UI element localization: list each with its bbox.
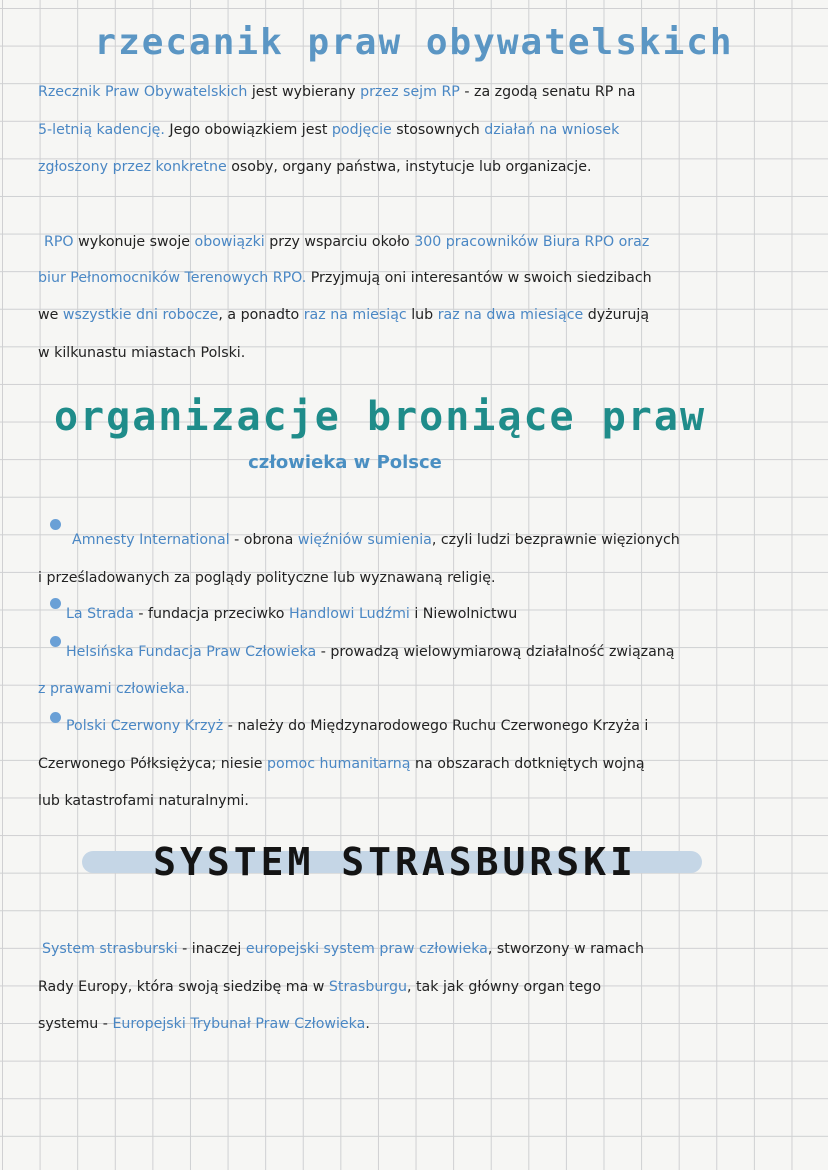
text-segment: we: [38, 307, 63, 323]
highlighted-term: Amnesty International: [72, 532, 230, 548]
org-item-redcross-line: [38, 754, 645, 774]
org-item-lastrada-line: [66, 604, 517, 624]
highlighted-term: zgłoszony przez konkretne: [38, 159, 227, 175]
highlighted-term: pomoc humanitarną: [267, 756, 411, 772]
text-segment: dyżurują: [583, 307, 650, 323]
org-item-redcross-line: [38, 791, 249, 811]
bullet-dot-icon: [50, 598, 61, 609]
section-title-organizations: organizacje broniące praw: [53, 394, 707, 440]
org-item-helsinki-line: [66, 642, 675, 662]
text-segment: Przyjmują oni interesantów w swoich siedzibach: [306, 270, 652, 286]
org-item-amnesty-line: [72, 530, 680, 550]
text-segment: - fundacja przeciwko: [133, 606, 289, 622]
text-segment: Rady Europy, która swoją siedzibę ma w: [38, 979, 329, 995]
bullet-dot-icon: [50, 712, 61, 723]
rpo-paragraph-2-line: [38, 305, 649, 325]
text-segment: i Niewolnictwu: [409, 606, 518, 622]
text-segment: Jego obowiązkiem jest: [164, 122, 332, 138]
highlighted-term: Helsińska Fundacja Praw Człowieka: [66, 644, 317, 660]
highlighted-term: System strasburski: [42, 941, 178, 957]
strasbourg-paragraph-line: [42, 939, 644, 959]
text-segment: , tak jak główny organ tego: [406, 979, 601, 995]
text-segment: jest wybierany: [247, 84, 361, 100]
text-segment: - należy do Międzynarodowego Ruchu Czerwonego Krzyża i: [223, 718, 649, 734]
highlighted-term: europejski system praw człowieka: [245, 941, 488, 957]
highlighted-term: obowiązki: [194, 234, 265, 250]
highlighted-term: Europejski Trybunał Praw Człowieka: [112, 1016, 366, 1032]
rpo-paragraph-1-line: [38, 157, 591, 177]
rpo-paragraph-1-line: [38, 82, 635, 102]
text-segment: , a ponadto: [218, 307, 304, 323]
highlighted-term: wszystkie dni robocze: [62, 307, 219, 323]
highlighted-term: RPO: [44, 234, 74, 250]
highlighted-term: więźniów sumienia: [297, 532, 432, 548]
text-segment: przy wsparciu około: [264, 234, 415, 250]
text-segment: stosownych: [391, 122, 485, 138]
highlighted-term: przez sejm RP: [360, 84, 460, 100]
highlighted-term: 5-letnią kadencję.: [38, 122, 165, 138]
text-segment: - za zgodą senatu RP na: [459, 84, 636, 100]
rpo-paragraph-2-line: [44, 232, 649, 252]
org-item-helsinki-line: [38, 679, 189, 699]
text-segment: - inaczej: [177, 941, 246, 957]
highlighted-term: 300 pracowników Biura RPO oraz: [414, 234, 650, 250]
highlighted-term: z prawami człowieka.: [38, 681, 190, 697]
text-segment: lub katastrofami naturalnymi.: [38, 793, 249, 809]
text-segment: Czerwonego Półksiężyca; niesie: [38, 756, 268, 772]
bullet-dot-icon: [50, 636, 61, 647]
highlighted-term: raz na miesiąc: [303, 307, 407, 323]
rpo-paragraph-2-line: [38, 343, 245, 363]
bullet-dot-icon: [50, 519, 61, 530]
text-segment: w kilkunastu miastach Polski.: [38, 345, 246, 361]
text-segment: , stworzony w ramach: [487, 941, 644, 957]
text-segment: systemu -: [38, 1016, 113, 1032]
strasbourg-paragraph-line: [38, 977, 601, 997]
highlighted-term: Rzecznik Praw Obywatelskich: [38, 84, 248, 100]
text-segment: i prześladowanych za poglądy polityczne lub wyznawaną religię.: [38, 570, 496, 586]
strasbourg-paragraph-line: [38, 1014, 370, 1034]
highlighted-term: La Strada: [66, 606, 134, 622]
highlighted-term: podjęcie: [331, 122, 392, 138]
highlighted-term: Polski Czerwony Krzyż: [66, 718, 224, 734]
highlighted-term: działań na wniosek: [484, 122, 620, 138]
text-segment: na obszarach dotkniętych wojną: [410, 756, 645, 772]
section-subtitle-organizations: człowieka w Polsce: [248, 452, 442, 473]
section-title-strasbourg: SYSTEM STRASBURSKI: [153, 840, 637, 884]
rpo-paragraph-2-line: [38, 268, 652, 288]
text-segment: wykonuje swoje: [73, 234, 195, 250]
text-segment: , czyli ludzi bezprawnie więzionych: [431, 532, 680, 548]
highlighted-term: Strasburgu: [328, 979, 407, 995]
text-segment: osoby, organy państwa, instytucje lub organizacje.: [226, 159, 592, 175]
section-title-rpo: rzecanik praw obywatelskich: [94, 22, 734, 63]
text-segment: - obrona: [229, 532, 298, 548]
highlighted-term: raz na dwa miesiące: [437, 307, 584, 323]
text-segment: - prowadzą wielowymiarową działalność związaną: [316, 644, 675, 660]
org-item-amnesty-line: [38, 568, 495, 588]
highlighted-term: biur Pełnomocników Terenowych RPO.: [38, 270, 307, 286]
highlighted-term: Handlowi Ludźmi: [288, 606, 410, 622]
text-segment: .: [365, 1016, 370, 1032]
org-item-redcross-line: [66, 716, 648, 736]
rpo-paragraph-1-line: [38, 120, 619, 140]
text-segment: lub: [406, 307, 438, 323]
